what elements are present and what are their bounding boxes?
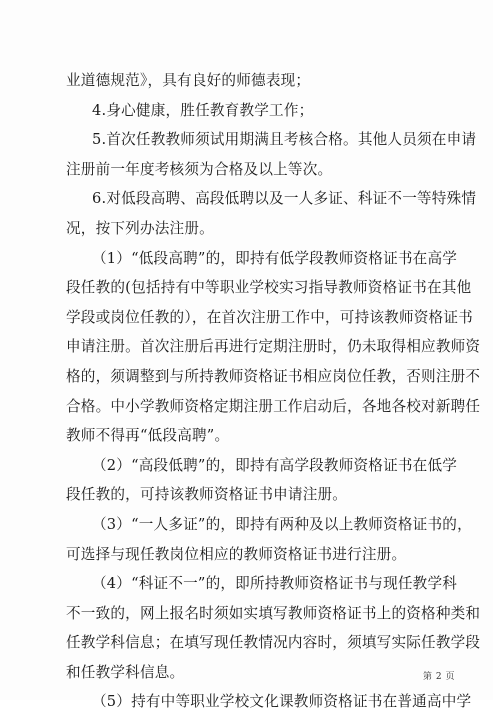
text-line: 合格。中小学教师资格定期注册工作启动后，各地各校对新聘任 xyxy=(66,397,481,415)
text-line: （5）持有中等职业学校文化课教师资格证书在普通高中学 xyxy=(92,693,472,711)
text-line: 学段或岗位任教的），在首次注册工作中，可持该教师资格证书 xyxy=(66,308,473,326)
text-line: 6.对低段高聘、高段低聘以及一人多证、科证不一等特殊情 xyxy=(92,190,477,208)
text-line: （2）“高段低聘”的，即持有高学段教师资格证书在低学 xyxy=(92,456,458,474)
text-line: 申请注册。首次注册后再进行定期注册时，仍未取得相应教师资 xyxy=(66,338,481,356)
text-line: 4.身心健康，胜任教育教学工作； xyxy=(92,101,314,119)
page-number: 第 2 页 xyxy=(423,672,455,682)
text-line: 不一致的，网上报名时须如实填写教师资格证书上的资格种类和 xyxy=(66,604,481,622)
text-line: 业道德规范》，具有良好的师德表现； xyxy=(66,72,311,89)
text-line: （1）“低段高聘”的，即持有低学段教师资格证书在高学 xyxy=(92,249,458,267)
text-line: 段任教的，可持该教师资格证书申请注册。 xyxy=(66,486,348,504)
text-line: 格的，须调整到与所持教师资格证书相应岗位任教，否则注册不 xyxy=(66,367,481,385)
text-line: 注册前一年度考核须为合格及以上等次。 xyxy=(66,160,333,178)
text-line: （4）“科证不一”的，即所持教师资格证书与现任教学科 xyxy=(92,575,458,593)
text-line: 况，按下列办法注册。 xyxy=(66,219,214,237)
text-line: 5.首次任教教师须试用期满且考核合格。其他人员须在申请 xyxy=(92,131,477,149)
text-line: 任教学科信息；在填写现任教情况内容时，须填写实际任教学段 xyxy=(66,634,481,652)
text-line: （3）“一人多证”的，即持有两种及以上教师资格证书的， xyxy=(92,515,472,533)
text-line: 教师不得再“低段高聘”。 xyxy=(66,427,230,445)
text-line: 和任教学科信息。 xyxy=(66,663,185,681)
text-line: 段任教的(包括持有中等职业学校实习指导教师资格证书在其他 xyxy=(66,279,472,297)
text-line: 可选择与现任教岗位相应的教师资格证书进行注册。 xyxy=(66,545,407,563)
